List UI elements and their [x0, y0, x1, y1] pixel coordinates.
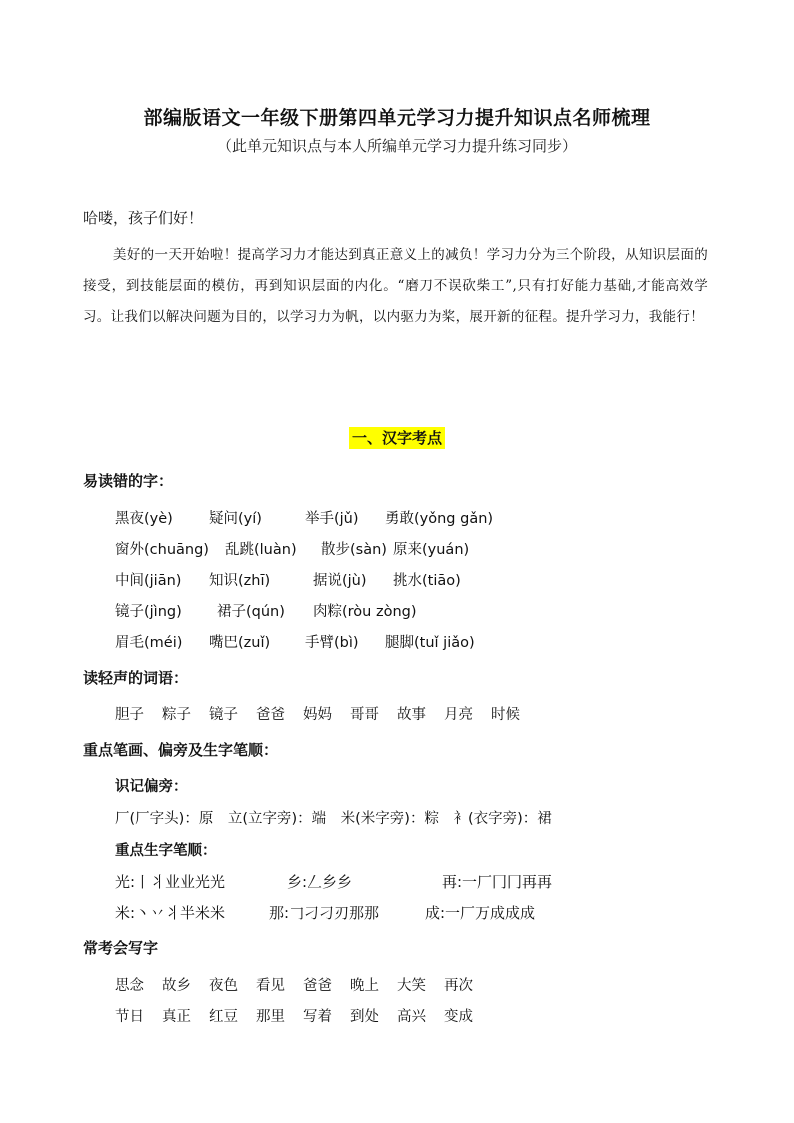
- misread-row: [115, 507, 493, 528]
- intro-paragraph: 美好的一天开始啦！提高学习力才能达到真正意义上的减负！学习力分为三个阶段，从知识层面的接受，到技能层面的模仿，再到知识层面的内化。“磨刀不误砍柴工”,只有打好能力基础,才能高效学习。让我们以解决问题为目的，以学习力为帆，以内驱力为桨，展开新的征程。提升学习力，我能行！: [83, 247, 708, 325]
- light-tone-row: [115, 703, 520, 724]
- misread-word: 疑问(yí): [209, 511, 262, 527]
- light-tone-word: 故事: [397, 707, 426, 723]
- common-write-word: 思念: [115, 978, 144, 994]
- stroke-order-heading: 重点生字笔顺：: [115, 843, 217, 859]
- misread-word: 嘴巴(zuǐ): [209, 635, 271, 651]
- light-tone-word: 胆子: [115, 707, 144, 723]
- radical-heading: 识记偏旁：: [115, 779, 188, 795]
- stroke-order-item: 那:𠃌刁刁刃那那: [269, 904, 380, 922]
- misread-word: 镜子(jìng): [115, 604, 182, 620]
- strokes-heading: 重点笔画、偏旁及生字笔顺：: [83, 741, 279, 759]
- misread-row: [115, 538, 469, 559]
- common-write-word: 写着: [303, 1009, 332, 1025]
- common-write-word: 到处: [350, 1009, 379, 1025]
- common-write-row: [115, 974, 473, 995]
- common-write-word: 变成: [444, 1009, 473, 1025]
- misread-word: 裙子(qún): [217, 604, 285, 620]
- misread-word: 黑夜(yè): [115, 511, 173, 527]
- common-write-word: 节日: [115, 1009, 144, 1025]
- common-write-word: 晚上: [350, 978, 379, 994]
- misread-word: 据说(jù): [313, 573, 367, 589]
- misread-word: 勇敢(yǒng gǎn): [385, 511, 494, 527]
- misread-row: [115, 631, 475, 652]
- light-tone-word: 粽子: [162, 707, 191, 723]
- misread-word: 眉毛(méi): [115, 635, 183, 651]
- misread-word: 腿脚(tuǐ jiǎo): [385, 635, 475, 651]
- misread-row: [115, 600, 417, 621]
- stroke-order-item: 光:丨丬业业光光: [115, 873, 226, 891]
- common-write-heading: 常考会写字: [83, 939, 159, 957]
- common-write-row: [115, 1005, 473, 1026]
- light-tone-word: 爸爸: [256, 707, 285, 723]
- light-tone-word: 月亮: [444, 707, 473, 723]
- section-title: [0, 427, 794, 448]
- common-write-word: 爸爸: [303, 978, 332, 994]
- common-write-word: 看见: [256, 978, 285, 994]
- common-write-word: 再次: [444, 978, 473, 994]
- radical-line: [115, 807, 552, 828]
- light-tone-word: 妈妈: [303, 707, 332, 723]
- radical-line-text: 厂(厂字头)：原 立(立字旁)：端 米(米字旁)：粽 衤(衣字旁)：裙: [115, 811, 552, 827]
- common-write-word: 那里: [256, 1009, 285, 1025]
- misread-word: 手臂(bì): [305, 635, 359, 651]
- common-write-word: 高兴: [397, 1009, 426, 1025]
- stroke-order-item: 米:丶丷丬半米米: [115, 904, 226, 922]
- misread-word: 窗外(chuāng): [115, 542, 209, 558]
- page-subtitle: （此单元知识点与本人所编单元学习力提升练习同步）: [216, 137, 577, 155]
- section-title-highlight: 一、汉字考点: [349, 427, 445, 449]
- light-tone-word: 镜子: [209, 707, 238, 723]
- easy-misread-heading: 易读错的字：: [83, 472, 174, 490]
- misread-word: 乱跳(luàn): [225, 542, 297, 558]
- misread-word: 举手(jǔ): [305, 511, 359, 527]
- misread-word: 中间(jiān): [115, 573, 182, 589]
- common-write-word: 真正: [162, 1009, 191, 1025]
- light-tone-word: 哥哥: [350, 707, 379, 723]
- common-write-word: 红豆: [209, 1009, 238, 1025]
- light-tone-heading: 读轻声的词语：: [83, 669, 189, 687]
- common-write-word: 故乡: [162, 978, 191, 994]
- misread-word: 肉粽(ròu zòng): [313, 604, 417, 620]
- stroke-order-item: 乡:𠃋乡乡: [287, 873, 353, 891]
- page-title: 部编版语文一年级下册第四单元学习力提升知识点名师梳理: [143, 107, 651, 129]
- stroke-order-item: 成:一厂万成成成: [425, 904, 536, 922]
- misread-row: [115, 569, 461, 590]
- misread-word: 挑水(tiāo): [393, 573, 461, 589]
- greeting: 哈喽，孩子们好！: [83, 209, 204, 227]
- common-write-word: 夜色: [209, 978, 238, 994]
- common-write-word: 大笑: [397, 978, 426, 994]
- misread-word: 原来(yuán): [393, 542, 470, 558]
- light-tone-word: 时候: [491, 707, 520, 723]
- misread-word: 知识(zhī): [209, 573, 271, 589]
- misread-word: 散步(sàn): [321, 542, 387, 558]
- stroke-order-item: 再:一厂冂冂再再: [442, 873, 553, 891]
